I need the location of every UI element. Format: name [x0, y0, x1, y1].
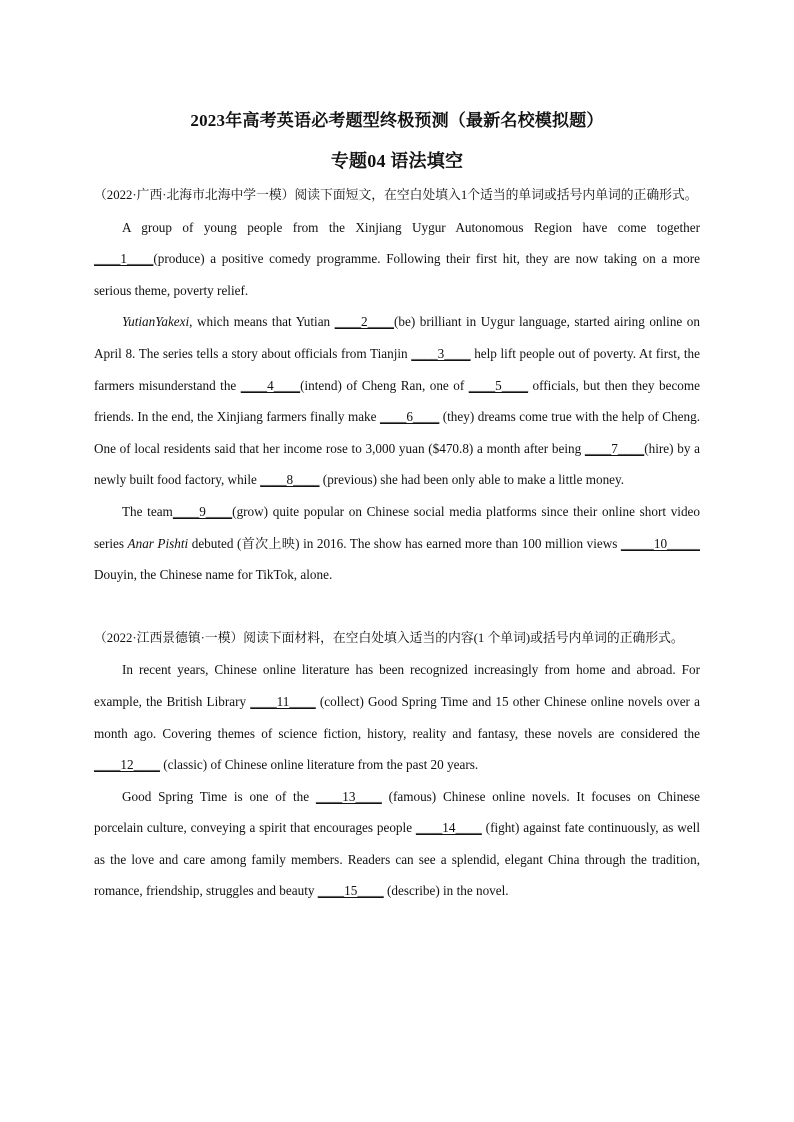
blank-8: ____8____	[260, 472, 320, 488]
document-title: 2023年高考英语必考题型终极预测（最新名校模拟题）	[190, 111, 604, 130]
passage-2-paragraph-2: Good Spring Time is one of the ____13____ (famous) Chinese online novels. It focuses on Chinese porcelain culture, conveying a spirit that encourages people ____14____ (fight) against fate continuously, as well as the love and care among family members. Readers can see a splendid, elegant China through the tradition, romance, friendship, struggles and beauty ____15____ (describe) in the novel.	[94, 788, 700, 899]
blank-10: _____10_____	[620, 535, 701, 551]
blank-12: ____12____	[94, 757, 160, 773]
blank-3: ____3____	[411, 345, 471, 361]
passage-1-source: （2022·广西·北海市北海中学一模）阅读下面短文，在空白处填入1个适当的单词或括号内单词的正确形式。	[94, 188, 698, 202]
blank-15: ____15____	[317, 883, 384, 899]
series-title: YutianYakexi	[122, 314, 190, 330]
passage-1-paragraph-3: The team____9____(grow) quite popular on Chinese social media platforms since their online short video series Anar Pishti debuted (首次上映) in 2016. The show has earned more than 100 million views _____10_____ Douyin, the Chinese name for TikTok, alone.	[94, 503, 701, 583]
blank-5: ____5____	[468, 377, 529, 393]
document-body	[94, 180, 700, 907]
blank-6: ____6____	[379, 409, 440, 425]
blank-13: ____13____	[315, 788, 382, 804]
passage-2-source: （2022·江西景德镇·一模）阅读下面材料，在空白处填入适当的内容(1 个单词)或括号内单词的正确形式。	[94, 630, 684, 645]
section-gap	[94, 591, 700, 623]
blank-1: ____1____	[94, 251, 154, 267]
blank-7: ____7____	[584, 440, 645, 456]
passage-2-paragraph-1: In recent years, Chinese online literature has been recognized increasingly from home and abroad. For example, the British Library ____11____ (collect) Good Spring Time and 15 other Chinese online novels over a month ago. Covering themes of science fiction, history, reality and fantasy, these novels are considered the ____12____ (classic) of Chinese online literature from the past 20 years.	[94, 662, 700, 773]
passage-1-paragraph-2: YutianYakexi, which means that Yutian ____2____(be) brilliant in Uygur language, started airing online on April 8. The series tells a story about officials from Tianjin ____3____ help lift people out of poverty. At first, the farmers misunderstand the ____4____(intend) of Cheng Ran, one of ____5____ officials, but then they become friends. In the end, the Xinjiang farmers finally make ____6____ (they) dreams come true with the help of Cheng. One of local residents said that her income rose to 3,000 yuan ($470.8) a month after being ____7____(hire) by a newly built food factory, while ____8____ (previous) she had been only able to make a little money.	[94, 314, 700, 488]
series-title-2: Anar Pishti	[127, 535, 189, 551]
passage-1-paragraph-1: A group of young people from the Xinjiang Uygur Autonomous Region have come together ____1____(produce) a positive comedy programme. Following their first hit, they are now taking on a more serious theme, poverty relief.	[94, 219, 700, 298]
blank-11: ____11____	[250, 693, 316, 709]
document-subtitle: 专题04 语法填空	[330, 151, 464, 171]
blank-2: ____2____	[334, 314, 394, 330]
blank-4: ____4____	[240, 377, 301, 393]
blank-9: ____9____	[172, 503, 233, 519]
blank-14: ____14____	[415, 820, 482, 836]
